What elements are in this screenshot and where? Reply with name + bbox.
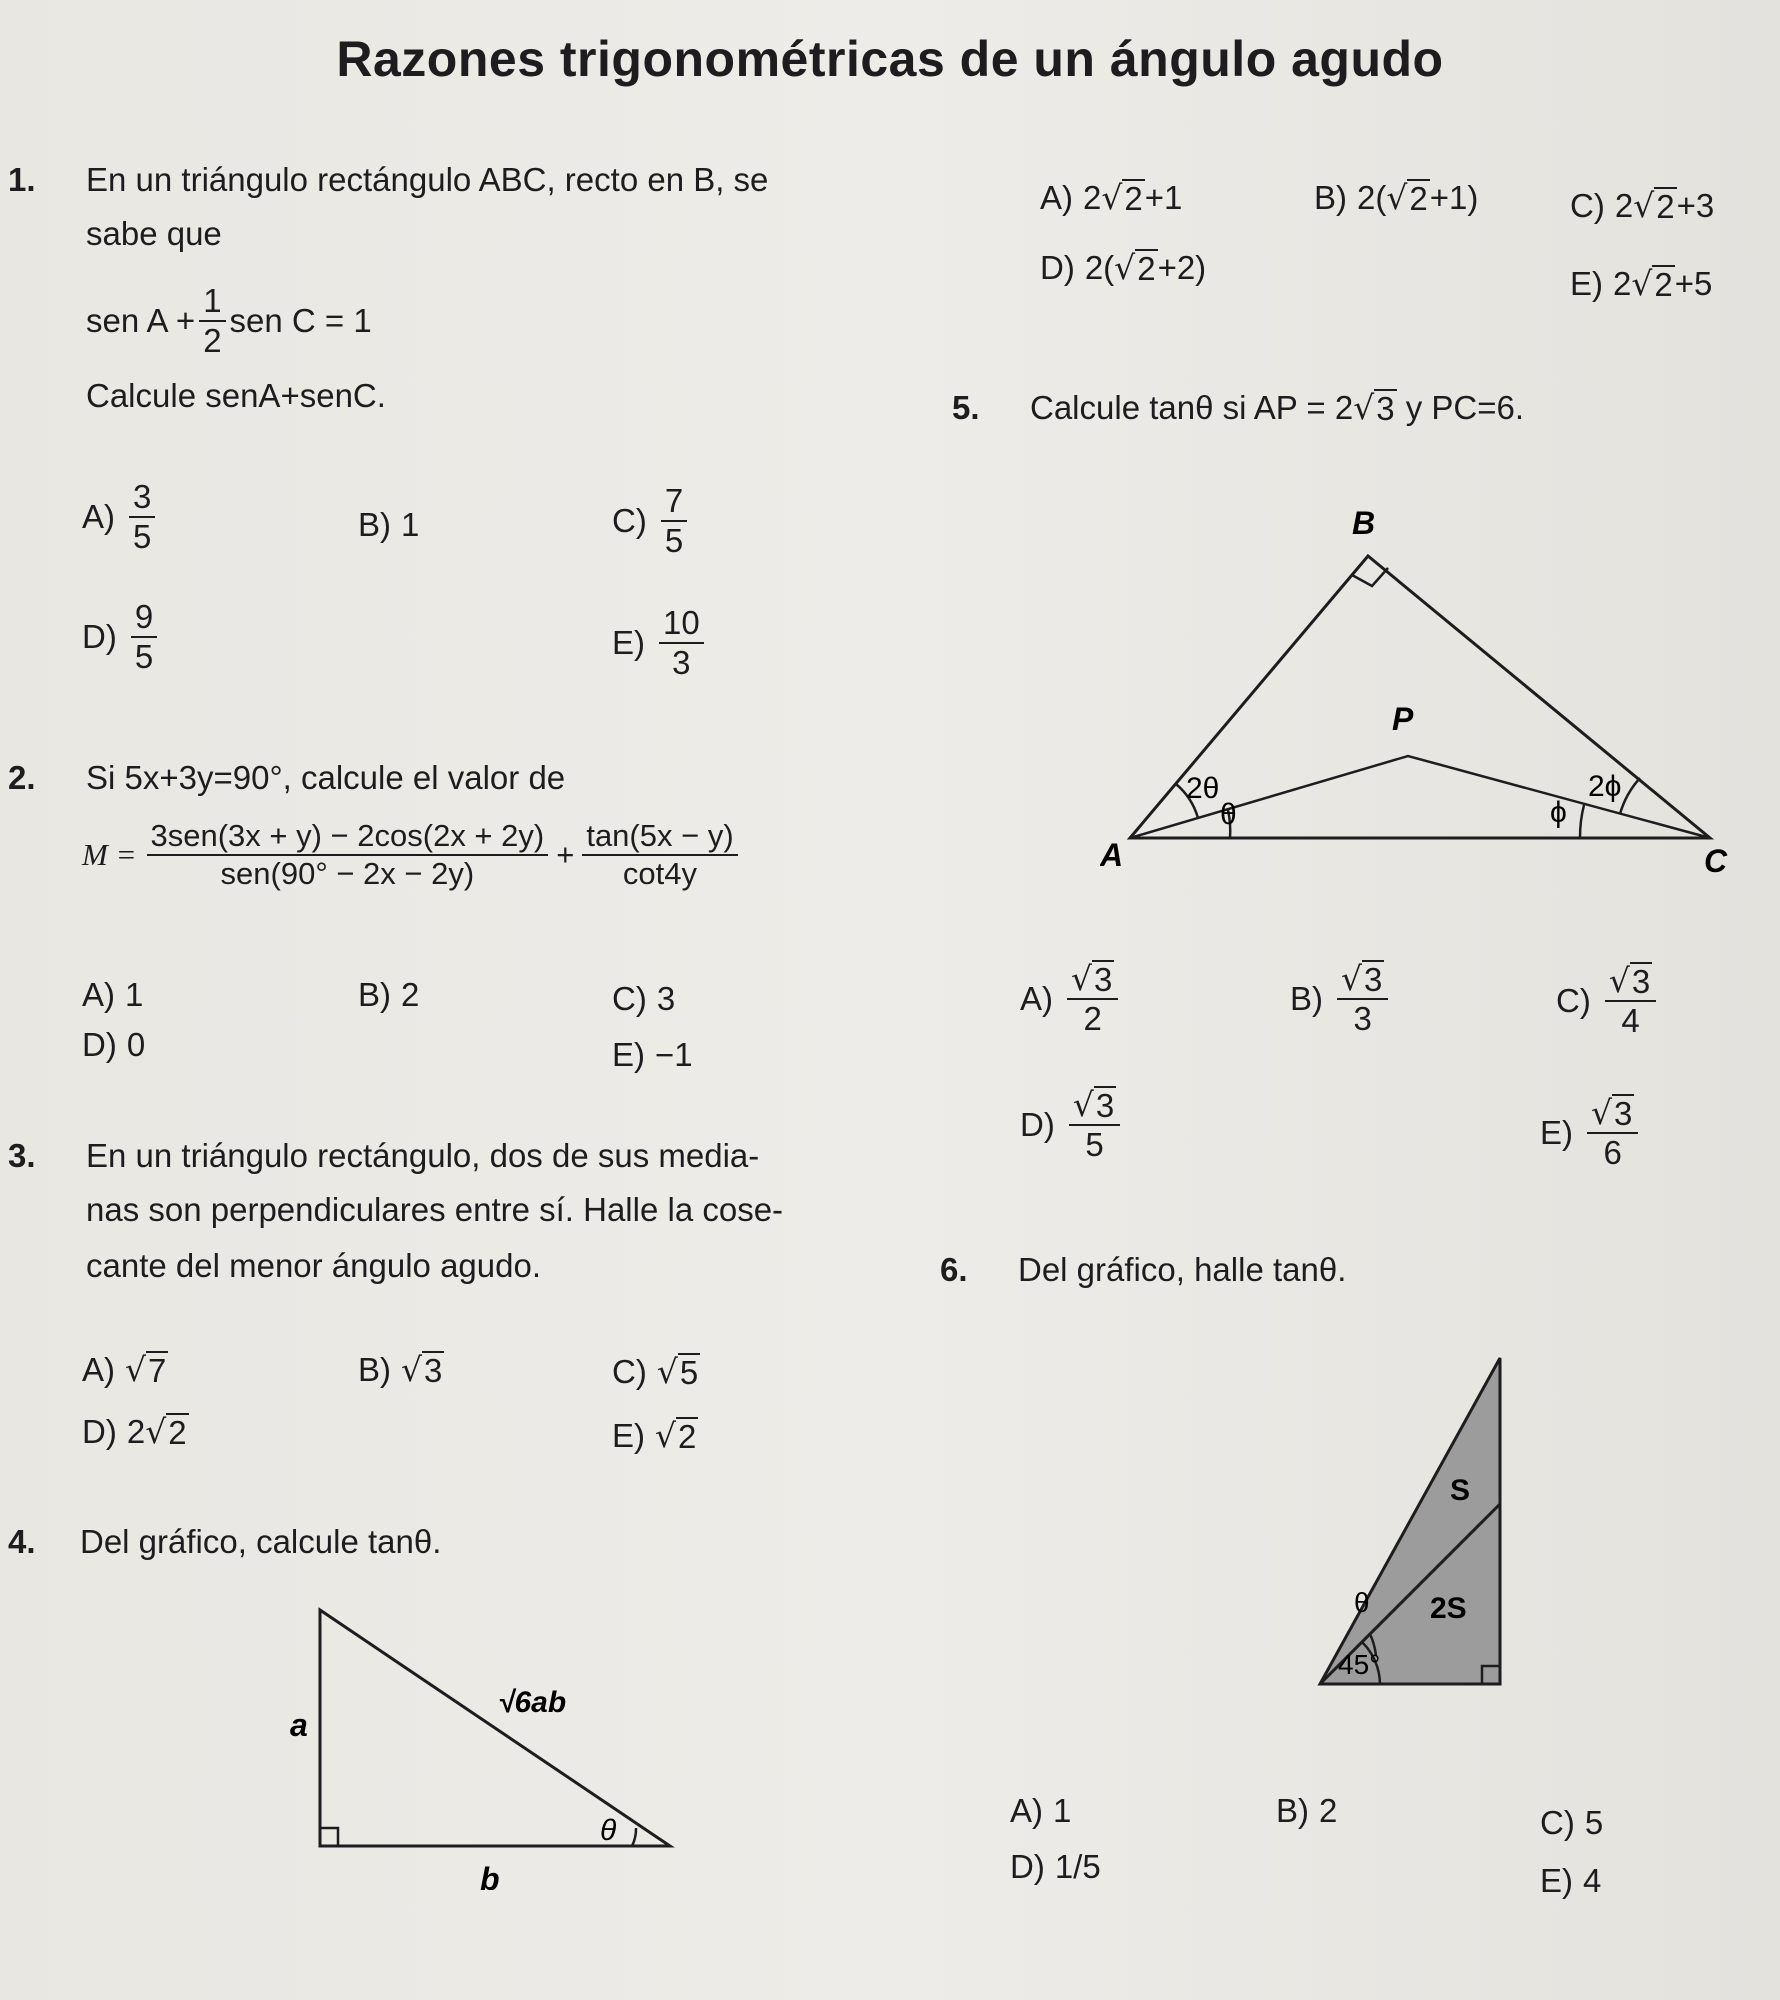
option-c[interactable] (612, 482, 691, 560)
denominator: sen(90° − 2x − 2y) (220, 855, 475, 891)
option-e[interactable]: E) 2 √ 2 +5 (1570, 264, 1713, 303)
question-text: Del gráfico, halle tanθ. (1018, 1251, 1347, 1288)
option-d[interactable]: D) 2 √ 2 (82, 1412, 187, 1451)
angle-label-theta: θ (1354, 1587, 1370, 1618)
radicand: 2 (1137, 249, 1156, 287)
shaded-triangle-figure (1290, 1350, 1520, 1700)
angle-label-theta: θ (600, 1814, 617, 1847)
option-a[interactable] (82, 976, 143, 1014)
option-label: D) (1020, 1106, 1055, 1144)
option-value: −1 (655, 1036, 693, 1073)
question-text: nas son perpendiculares entre sí. Halle la cose- (86, 1191, 784, 1228)
angle-label-2theta: 2θ (1186, 772, 1220, 805)
option-b[interactable] (358, 506, 419, 544)
denominator: 3 (672, 643, 691, 681)
option-label: C) (612, 501, 647, 539)
option-value: 5 (1584, 1804, 1604, 1841)
radicand: 7 (148, 1351, 167, 1389)
denominator: 3 (1353, 1000, 1372, 1038)
denominator: 4 (1621, 1002, 1640, 1040)
denominator: cot4y (622, 855, 698, 891)
option-label: D) (1040, 248, 1075, 286)
option-b[interactable]: B) √ 3 (358, 1350, 443, 1389)
area-label-s: S (1450, 1474, 1471, 1507)
denominator: 2 (1083, 1000, 1102, 1038)
question-text: En un triángulo rectángulo ABC, recto en B, se (86, 161, 769, 198)
question-text: Si 5x+3y=90°, calcule el valor de (86, 759, 566, 796)
option-label: E) (1540, 1114, 1573, 1152)
triangle-figure (1100, 500, 1740, 880)
option-a[interactable]: A) √ 3 2 (1020, 960, 1122, 1038)
option-c[interactable] (1540, 1804, 1603, 1842)
option-e[interactable] (612, 1036, 693, 1074)
coefficient: 2 (1083, 178, 1102, 216)
option-value: 0 (126, 1026, 146, 1063)
option-value: 1 (125, 976, 144, 1013)
option-d[interactable]: D) √ 3 5 (1020, 1086, 1124, 1164)
coefficient: 2 (1614, 186, 1634, 224)
fraction (199, 282, 225, 360)
radicand: 2 (1654, 265, 1673, 303)
option-label: B) (1290, 980, 1323, 1018)
tail: +2) (1157, 248, 1207, 286)
denominator: 2 (203, 321, 222, 359)
coefficient: 2 (1613, 264, 1632, 302)
question-number: 2. (8, 759, 36, 796)
denominator: 6 (1603, 1134, 1622, 1172)
option-label: E) (612, 1416, 645, 1454)
numerator: 9 (131, 598, 157, 638)
question-number: 6. (940, 1251, 968, 1288)
side-label-a: a (290, 1707, 308, 1743)
option-c[interactable]: C) √ 5 (612, 1352, 699, 1391)
equation (82, 818, 742, 891)
text-part: Calcule tanθ si AP = 2 (1030, 389, 1354, 426)
angle-arc (1620, 778, 1640, 814)
point-label-p: P (1392, 701, 1414, 737)
side-label-b: b (480, 1861, 500, 1890)
hypotenuse-label: √6ab (498, 1686, 567, 1719)
right-angle-mark (320, 1828, 338, 1846)
option-label: B) (358, 1350, 391, 1388)
coefficient: 2 (126, 1412, 146, 1450)
equation (86, 282, 372, 360)
option-b[interactable] (358, 976, 419, 1014)
numerator: tan(5x − y) (582, 818, 737, 856)
option-label: B) (358, 976, 391, 1013)
question-number: 4. (8, 1523, 36, 1560)
radicand: 2 (168, 1413, 187, 1451)
angle-arc (632, 1828, 636, 1846)
numerator: 10 (659, 604, 704, 644)
option-b[interactable] (1276, 1792, 1337, 1830)
option-label: D) (82, 1026, 117, 1063)
numerator: 3 (129, 478, 155, 518)
option-value: 1/5 (1054, 1848, 1101, 1885)
option-a[interactable] (82, 478, 159, 556)
question-text: sabe que (86, 215, 222, 252)
equation-part: sen A + (86, 302, 196, 340)
option-label: A) (82, 976, 115, 1013)
option-a[interactable]: A) √ 7 (82, 1350, 167, 1389)
option-a[interactable] (1010, 1792, 1071, 1830)
tail: +1) (1429, 178, 1479, 216)
radicand: 3 (1095, 1087, 1115, 1124)
option-label: B) (1276, 1792, 1309, 1829)
denominator: 5 (134, 637, 154, 675)
option-label: A) (82, 497, 115, 535)
numerator: 7 (661, 482, 687, 522)
option-label: B) (1314, 178, 1347, 216)
option-d[interactable] (82, 598, 161, 676)
option-value: 2 (1319, 1792, 1338, 1829)
option-c[interactable]: C) √ 3 4 (1556, 962, 1660, 1040)
area-label-2s: 2S (1430, 1592, 1467, 1625)
equation-part: + (556, 837, 575, 873)
vertex-label-b: B (1352, 505, 1376, 541)
denominator: 5 (1085, 1126, 1104, 1164)
triangle (320, 1610, 670, 1846)
question-number: 5. (952, 389, 980, 426)
radicand: 2 (1409, 179, 1428, 217)
option-label: A) (82, 1350, 115, 1388)
question-text: Calcule tanθ si AP = 2 √ 3 y PC=6. (1030, 388, 1525, 428)
option-label: E) (612, 623, 645, 661)
page-title: Razones trigonométricas de un ángulo agudo (336, 31, 1444, 87)
option-c[interactable] (612, 980, 675, 1018)
option-label: C) (612, 1352, 647, 1390)
option-value: 3 (656, 980, 676, 1017)
triangle-figure (270, 1600, 690, 1890)
angle-arc (1580, 805, 1584, 838)
radicand: 2 (1124, 179, 1143, 217)
option-value: 1 (401, 506, 420, 543)
option-label: C) (1570, 186, 1605, 224)
option-e[interactable]: E) √ 3 6 (1540, 1094, 1642, 1172)
tail: +5 (1674, 264, 1713, 302)
radicand: 3 (1364, 961, 1383, 998)
denominator: 5 (133, 517, 152, 555)
option-a[interactable]: A) 2 √ 2 +1 (1040, 178, 1183, 217)
radicand: 3 (1376, 390, 1395, 428)
coefficient: 2( (1084, 248, 1115, 286)
option-value: 4 (1583, 1862, 1602, 1899)
radicand: 3 (1631, 963, 1651, 1000)
option-d[interactable]: D) 2( √ 2 +2) (1040, 248, 1207, 287)
option-label: E) (612, 1036, 645, 1073)
option-d[interactable] (1010, 1848, 1101, 1886)
option-label: C) (1556, 982, 1591, 1020)
radicand: 3 (1614, 1095, 1633, 1132)
angle-label-theta: θ (1220, 798, 1237, 831)
question-text: cante del menor ángulo agudo. (86, 1247, 542, 1284)
radicand: 5 (679, 1353, 699, 1391)
tail: +3 (1676, 186, 1715, 224)
outer-triangle (1320, 1358, 1500, 1684)
radicand: 2 (1656, 187, 1675, 225)
option-label: D) (1010, 1848, 1045, 1885)
option-label: D) (82, 617, 117, 655)
option-e[interactable]: E) √ 2 (612, 1416, 697, 1455)
question-text: Calcule senA+senC. (86, 377, 386, 414)
option-label: E) (1570, 264, 1603, 302)
option-d[interactable] (82, 1026, 145, 1064)
angle-label-45: 45° (1338, 1649, 1381, 1680)
option-label: E) (1540, 1862, 1573, 1899)
coefficient: 2( (1357, 178, 1387, 216)
option-b[interactable]: B) 2( √ 2 +1) (1314, 178, 1479, 217)
option-c[interactable]: C) 2 √ 2 +3 (1570, 186, 1715, 225)
denominator: 5 (664, 521, 684, 559)
question-number: 3. (8, 1137, 36, 1174)
option-label: A) (1010, 1792, 1043, 1829)
angle-label-phi: ϕ (1550, 796, 1567, 829)
equation-part: sen C = 1 (229, 302, 372, 340)
question-text: En un triángulo rectángulo, dos de sus media- (86, 1137, 760, 1174)
equation-part: M = (82, 837, 137, 873)
text-part: y PC=6. (1396, 389, 1525, 426)
tail: +1 (1144, 178, 1183, 216)
vertex-label-c: C (1704, 843, 1728, 879)
radicand: 2 (678, 1417, 697, 1455)
question-text: Del gráfico, calcule tanθ. (80, 1523, 442, 1560)
option-label: B) (358, 506, 391, 543)
option-label: C) (1540, 1804, 1575, 1841)
option-e[interactable] (612, 604, 708, 682)
option-value: 1 (1053, 1792, 1072, 1829)
radicand: 3 (424, 1351, 443, 1389)
option-b[interactable]: B) √ 3 3 (1290, 960, 1392, 1038)
numerator: 3sen(3x + y) − 2cos(2x + 2y) (147, 818, 549, 856)
option-label: A) (1040, 178, 1073, 216)
option-label: C) (612, 980, 647, 1017)
option-label: D) (82, 1412, 117, 1450)
numerator: 1 (199, 282, 225, 322)
angle-label-2phi: 2ϕ (1588, 770, 1622, 803)
vertex-label-a: A (1100, 837, 1124, 873)
option-e[interactable] (1540, 1862, 1601, 1900)
option-label: A) (1020, 980, 1053, 1018)
question-number: 1. (8, 161, 36, 198)
option-value: 2 (401, 976, 420, 1013)
radicand: 3 (1094, 961, 1113, 998)
